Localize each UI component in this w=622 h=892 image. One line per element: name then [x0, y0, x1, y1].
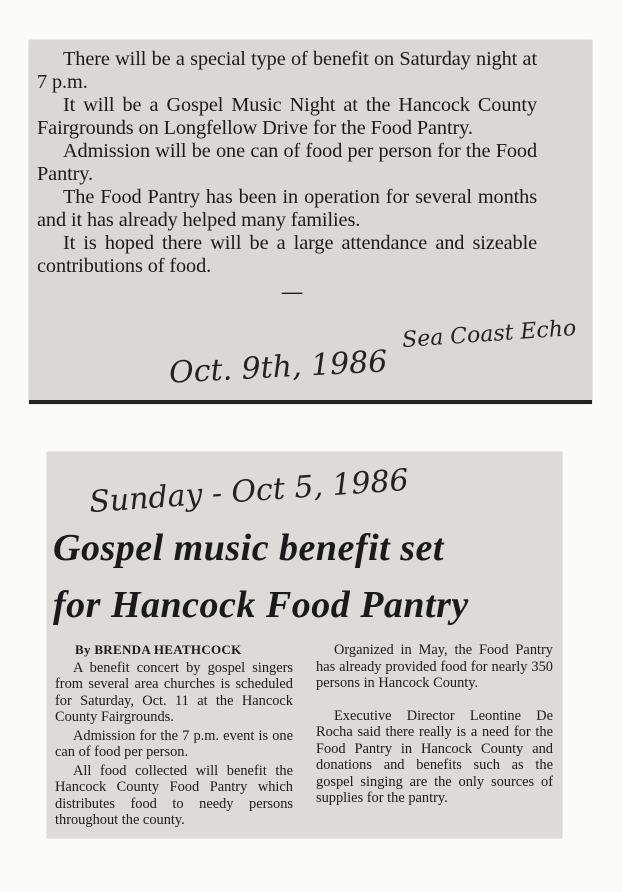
- handwritten-publication-name: Sea Coast Echo: [401, 315, 577, 354]
- headline-line-1: Gospel music benefit set: [53, 527, 444, 569]
- article-column-left: [55, 642, 293, 829]
- article-paragraph: There will be a special type of benefit on Saturday night at 7 p.m.: [37, 48, 537, 93]
- article-paragraph: A benefit concert by gospel singers from several area churches is scheduled for Saturday, Oct. 11 at the Hancock County Fairgrounds.: [55, 659, 293, 725]
- bottom-newspaper-clipping: [47, 452, 562, 838]
- headline-line-2: for Hancock Food Pantry: [53, 584, 469, 626]
- article-paragraph: Admission will be one can of food per person for the Food Pantry.: [37, 140, 537, 185]
- article-paragraph: All food collected will benefit the Hancock County Food Pantry which distributes food to needy persons throughout the county.: [55, 762, 293, 828]
- article-paragraph: Organized in May, the Food Pantry has already provided food for nearly 350 persons in Hancock County.: [316, 642, 553, 691]
- handwritten-date: Oct. 9th, 1986: [168, 344, 389, 391]
- article-column-right: [316, 642, 553, 807]
- article-paragraph: It will be a Gospel Music Night at the Hancock County Fairgrounds on Longfellow Drive for the Food Pantry.: [37, 94, 537, 139]
- end-dash: —: [281, 281, 303, 303]
- top-newspaper-clipping: [29, 40, 592, 404]
- top-clipping-article: [37, 48, 537, 304]
- handwritten-date: Sunday - Oct 5, 1986: [88, 462, 410, 521]
- article-paragraph: Admission for the 7 p.m. event is one can of food per person.: [55, 727, 293, 760]
- article-paragraph: Executive Director Leontine De Rocha said there really is a need for the Food Pantry in Hancock County and donations and benefits such as the gospel singing are the only sources of supplies for the pantry.: [316, 707, 553, 806]
- byline: By BRENDA HEATHCOCK: [75, 642, 242, 657]
- article-paragraph: It is hoped there will be a large attendance and sizeable contributions of food.: [37, 232, 537, 277]
- article-paragraph: The Food Pantry has been in operation for several months and it has already helped many families.: [37, 186, 537, 231]
